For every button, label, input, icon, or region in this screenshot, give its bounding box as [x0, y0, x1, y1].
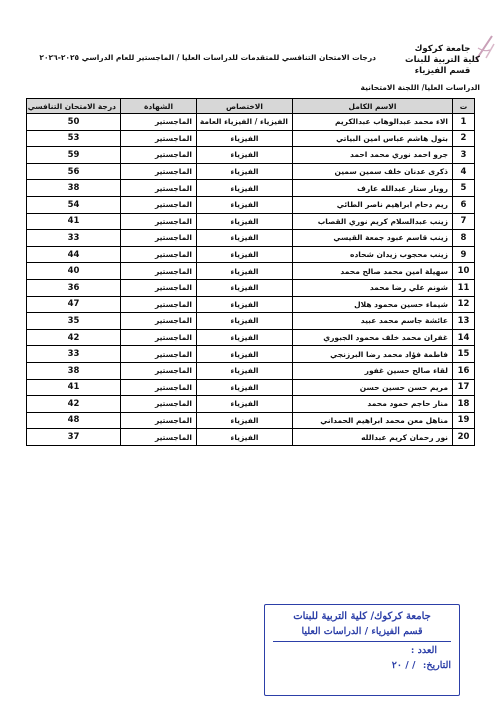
row-specialization: الفيزياء — [197, 362, 293, 379]
row-index: 20 — [453, 429, 475, 446]
row-index: 1 — [453, 114, 475, 131]
row-specialization: الفيزياء — [197, 329, 293, 346]
row-index: 12 — [453, 296, 475, 313]
row-degree: الماجستير — [121, 246, 197, 263]
table-row — [27, 412, 475, 429]
row-degree: الماجستير — [121, 429, 197, 446]
row-index: 13 — [453, 313, 475, 330]
table-row — [27, 296, 475, 313]
row-degree: الماجستير — [121, 279, 197, 296]
table-body — [27, 114, 475, 446]
column-header-score: درجة الامتحان التنافسي — [27, 99, 121, 114]
table-row — [27, 396, 475, 413]
row-specialization: الفيزياء — [197, 279, 293, 296]
row-specialization: الفيزياء — [197, 346, 293, 363]
row-specialization: الفيزياء — [197, 379, 293, 396]
row-degree: الماجستير — [121, 379, 197, 396]
row-index: 8 — [453, 230, 475, 247]
column-header-name: الاسم الكامل — [293, 99, 453, 114]
row-name: شونم علي رضا محمد — [293, 279, 453, 296]
row-degree: الماجستير — [121, 329, 197, 346]
stamp-date-line — [273, 660, 451, 671]
row-index: 6 — [453, 196, 475, 213]
row-score: 35 — [27, 313, 121, 330]
row-score: 56 — [27, 163, 121, 180]
table-row — [27, 163, 475, 180]
row-degree: الماجستير — [121, 412, 197, 429]
row-score: 42 — [27, 396, 121, 413]
stamp-date-value: / / ٢٠ — [391, 660, 416, 671]
row-name: زينب عبدالسلام كريم نوري القصاب — [293, 213, 453, 230]
row-degree: الماجستير — [121, 114, 197, 131]
row-score: 33 — [27, 346, 121, 363]
row-score: 42 — [27, 329, 121, 346]
row-specialization: الفيزياء — [197, 230, 293, 247]
row-degree: الماجستير — [121, 196, 197, 213]
row-degree: الماجستير — [121, 263, 197, 280]
table-row — [27, 346, 475, 363]
row-specialization: الفيزياء — [197, 313, 293, 330]
row-specialization: الفيزياء / الفيزياء العامة — [197, 114, 293, 131]
row-score: 41 — [27, 213, 121, 230]
row-score: 50 — [27, 114, 121, 131]
row-name: سهيلة امين محمد صالح محمد — [293, 263, 453, 280]
table-row — [27, 246, 475, 263]
department-name: قسم الفيزياء — [414, 66, 471, 76]
row-specialization: الفيزياء — [197, 147, 293, 164]
stamp-date-label: التاريخ: — [422, 660, 451, 671]
row-degree: الماجستير — [121, 130, 197, 147]
institution-header — [405, 44, 480, 77]
row-degree: الماجستير — [121, 213, 197, 230]
row-score: 38 — [27, 362, 121, 379]
row-degree: الماجستير — [121, 296, 197, 313]
row-name: غفران محمد خلف محمود الجبوري — [293, 329, 453, 346]
row-score: 41 — [27, 379, 121, 396]
row-name: لقاء صالح حسين غفور — [293, 362, 453, 379]
row-degree: الماجستير — [121, 362, 197, 379]
row-score: 38 — [27, 180, 121, 197]
row-index: 2 — [453, 130, 475, 147]
row-degree: الماجستير — [121, 180, 197, 197]
table-row — [27, 196, 475, 213]
row-name: زينب محجوب زيدان شحاده — [293, 246, 453, 263]
stamp-divider — [273, 641, 451, 642]
row-name: الاء محمد عبدالوهاب عبدالكريم — [293, 114, 453, 131]
row-degree: الماجستير — [121, 346, 197, 363]
column-header-degree: الشهادة — [121, 99, 197, 114]
row-degree: الماجستير — [121, 147, 197, 164]
table-header-row — [27, 99, 475, 114]
row-name: شيماء حسين محمود هلال — [293, 296, 453, 313]
row-name: بتول هاشم عباس امين البياتي — [293, 130, 453, 147]
row-specialization: الفيزياء — [197, 263, 293, 280]
row-index: 18 — [453, 396, 475, 413]
table-row — [27, 329, 475, 346]
table-row — [27, 313, 475, 330]
row-score: 47 — [27, 296, 121, 313]
row-index: 11 — [453, 279, 475, 296]
row-score: 53 — [27, 130, 121, 147]
table-row — [27, 147, 475, 164]
row-specialization: الفيزياء — [197, 213, 293, 230]
row-name: ذكرى عدنان خلف سمين سمين — [293, 163, 453, 180]
row-specialization: الفيزياء — [197, 180, 293, 197]
row-index: 15 — [453, 346, 475, 363]
row-name: جرو احمد نوري محمد احمد — [293, 147, 453, 164]
row-specialization: الفيزياء — [197, 130, 293, 147]
row-specialization: الفيزياء — [197, 196, 293, 213]
table-row — [27, 230, 475, 247]
results-table — [26, 98, 475, 446]
row-index: 9 — [453, 246, 475, 263]
row-score: 40 — [27, 263, 121, 280]
table-row — [27, 379, 475, 396]
official-stamp — [264, 604, 460, 696]
row-score: 33 — [27, 230, 121, 247]
row-index: 17 — [453, 379, 475, 396]
row-score: 48 — [27, 412, 121, 429]
stamp-institution: جامعة كركوك/ كلية التربية للبنات — [293, 611, 431, 622]
table-row — [27, 362, 475, 379]
row-name: عائشة جاسم محمد عبيد — [293, 313, 453, 330]
row-degree: الماجستير — [121, 163, 197, 180]
table-row — [27, 429, 475, 446]
row-index: 7 — [453, 213, 475, 230]
row-name: زينب قاسم عبود جمعة القيسي — [293, 230, 453, 247]
row-degree: الماجستير — [121, 313, 197, 330]
row-degree: الماجستير — [121, 396, 197, 413]
table-row — [27, 213, 475, 230]
row-name: مناهل معن محمد ابراهيم الحمداني — [293, 412, 453, 429]
stamp-number-label: العدد : — [410, 645, 437, 656]
row-score: 36 — [27, 279, 121, 296]
row-score: 44 — [27, 246, 121, 263]
document-title: درجات الامتحان التنافسي للمتقدمات للدراسات العليا / الماجستير للعام الدراسي ٢٠٢٥-٢٠٢٦ — [39, 53, 376, 62]
row-degree: الماجستير — [121, 230, 197, 247]
row-index: 3 — [453, 147, 475, 164]
table-row — [27, 180, 475, 197]
row-name: روبار ستار عبدالله عارف — [293, 180, 453, 197]
table-row — [27, 279, 475, 296]
table-row — [27, 130, 475, 147]
row-specialization: الفيزياء — [197, 412, 293, 429]
college-name: كلية التربية للبنات — [405, 55, 480, 65]
row-specialization: الفيزياء — [197, 296, 293, 313]
row-score: 54 — [27, 196, 121, 213]
row-index: 16 — [453, 362, 475, 379]
row-score: 59 — [27, 147, 121, 164]
row-specialization: الفيزياء — [197, 246, 293, 263]
table-row — [27, 114, 475, 131]
row-score: 37 — [27, 429, 121, 446]
row-index: 19 — [453, 412, 475, 429]
row-name: منار حاجم حمود محمد — [293, 396, 453, 413]
row-name: ريم دحام ابراهيم ناصر الطائي — [293, 196, 453, 213]
column-header-index: ت — [453, 99, 475, 114]
row-name: فاطمة فؤاد محمد رضا البرزنجي — [293, 346, 453, 363]
row-index: 4 — [453, 163, 475, 180]
row-index: 14 — [453, 329, 475, 346]
row-specialization: الفيزياء — [197, 163, 293, 180]
row-index: 5 — [453, 180, 475, 197]
row-specialization: الفيزياء — [197, 396, 293, 413]
row-index: 10 — [453, 263, 475, 280]
column-header-specialization: الاختصاص — [197, 99, 293, 114]
university-name: جامعة كركوك — [414, 44, 471, 54]
row-name: نور رحمان كريم عبدالله — [293, 429, 453, 446]
row-name: مريم حسن حسين حسن — [293, 379, 453, 396]
table-row — [27, 263, 475, 280]
document-subtitle: الدراسات العليا/ اللجنة الامتحانية — [360, 83, 480, 92]
stamp-department: قسم الفيزياء / الدراسات العليا — [301, 626, 423, 637]
row-specialization: الفيزياء — [197, 429, 293, 446]
